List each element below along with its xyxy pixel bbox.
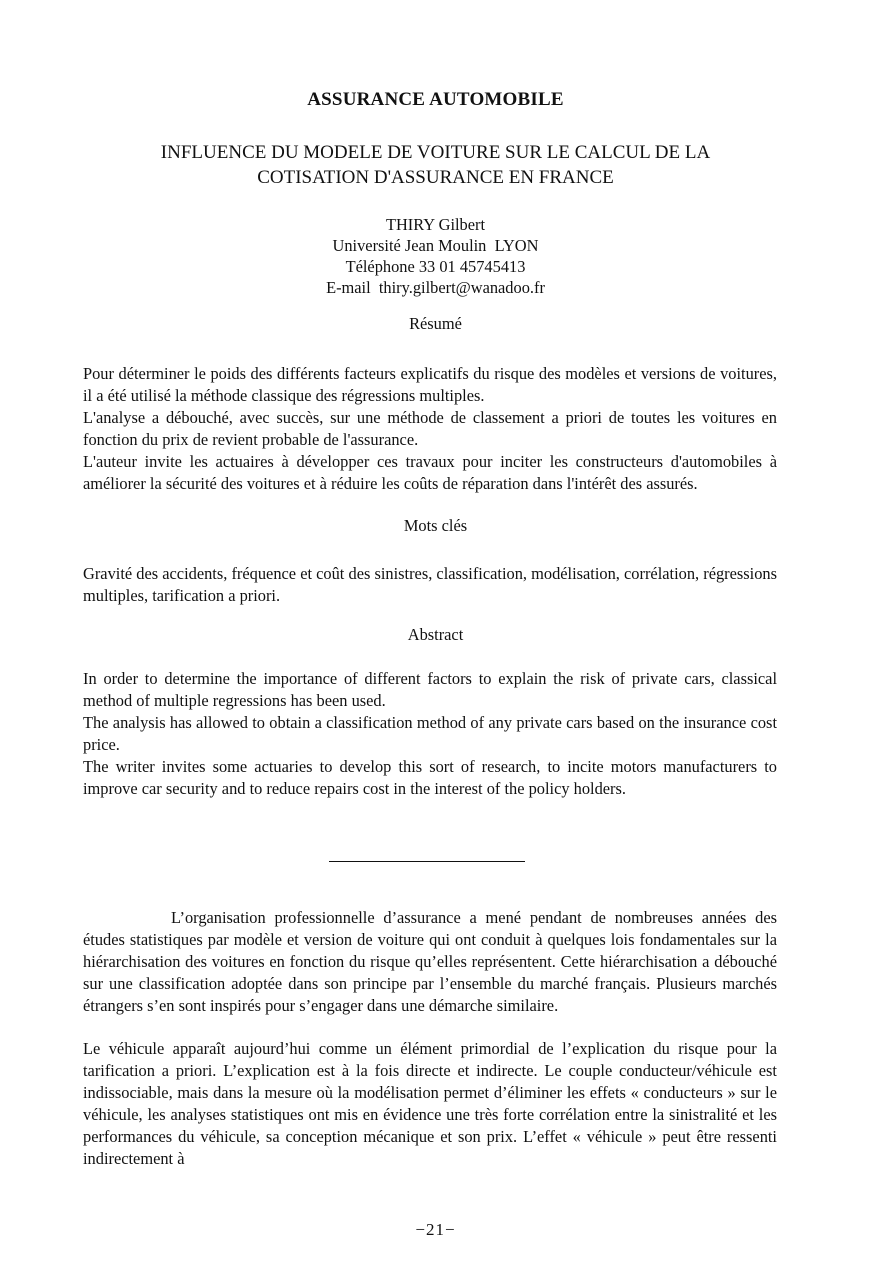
document-title: ASSURANCE AUTOMOBILE <box>307 89 564 110</box>
resume-paragraph: Pour déterminer le poids des différents facteurs explicatifs du risque des modèles et versions de voitures, il a été utilisé la méthode classique des régressions multiples. <box>83 364 777 405</box>
abstract-paragraph: The analysis has allowed to obtain a classification method of any private cars based on the insurance cost price. <box>83 713 777 754</box>
resume-paragraph: L'auteur invite les actuaires à développer ces travaux pour inciter les constructeurs d'automobiles à améliorer la sécurité des voitures et à réduire les coûts de réparation dans l'intérêt des assurés. <box>83 452 777 493</box>
body-paragraph: Le véhicule apparaît aujourd’hui comme un élément primordial de l’explication du risque pour la tarification a priori. L’explication est à la fois directe et indirecte. Le couple conducteur/véhicule est indissociable, mais dans la mesure où la modélisation permet d’éliminer les effets « conducteurs » sur le véhicule, les analyses statistiques ont mis en évidence une très forte corrélation entre la sinistralité et les performances du véhicule, sa conception mécanique et son prix. L’effet « véhicule » peut être ressenti indirectement à <box>83 1039 777 1168</box>
author-block <box>0 214 871 298</box>
author-affiliation: Université Jean Moulin LYON <box>332 236 539 255</box>
keywords-section <box>83 563 777 607</box>
keywords-text: Gravité des accidents, fréquence et coût des sinistres, classification, modélisation, corrélation, régressions multiples, tarification a priori. <box>83 564 777 605</box>
keywords-heading: Mots clés <box>403 516 468 535</box>
body-paragraph-1 <box>83 907 777 1017</box>
subtitle-line-1: INFLUENCE DU MODELE DE VOITURE SUR LE CALCUL DE LA <box>160 142 711 163</box>
subtitle-line-2: COTISATION D'ASSURANCE EN FRANCE <box>257 167 614 188</box>
author-email: E-mail thiry.gilbert@wanadoo.fr <box>326 278 545 297</box>
author-phone: Téléphone 33 01 45745413 <box>345 257 526 276</box>
abstract-paragraph: In order to determine the importance of different factors to explain the risk of private cars, classical method of multiple regressions has been used. <box>83 669 777 710</box>
author-name: THIRY Gilbert <box>385 215 486 234</box>
abstract-heading: Abstract <box>407 625 464 644</box>
resume-paragraph: L'analyse a débouché, avec succès, sur une méthode de classement a priori de toutes les voitures en fonction du prix de revient probable de l'assurance. <box>83 408 777 449</box>
body-paragraph: L’organisation professionnelle d’assurance a mené pendant de nombreuses années des études statistiques par modèle et version de voiture qui ont conduit à quelques lois fondamentales sur la hiérarchisation des voitures en fonction du risque qu’elles représentent. Cette hiérarchisation a débouché sur une classification adoptée dans son principe par l’ensemble du marché français. Plusieurs marchés étrangers s’en sont inspirés pour s’engager dans une démarche similaire. <box>83 908 777 1015</box>
page-number: −21− <box>415 1220 456 1239</box>
body-paragraph-2 <box>83 1038 777 1170</box>
abstract-paragraph: The writer invites some actuaries to develop this sort of research, to incite motors manufacturers to improve car security and to reduce repairs cost in the interest of the policy holders. <box>83 757 777 798</box>
resume-heading: Résumé <box>409 314 462 333</box>
resume-section <box>83 363 777 495</box>
document-subtitle <box>100 140 771 190</box>
section-separator <box>329 861 525 862</box>
abstract-section <box>83 668 777 800</box>
